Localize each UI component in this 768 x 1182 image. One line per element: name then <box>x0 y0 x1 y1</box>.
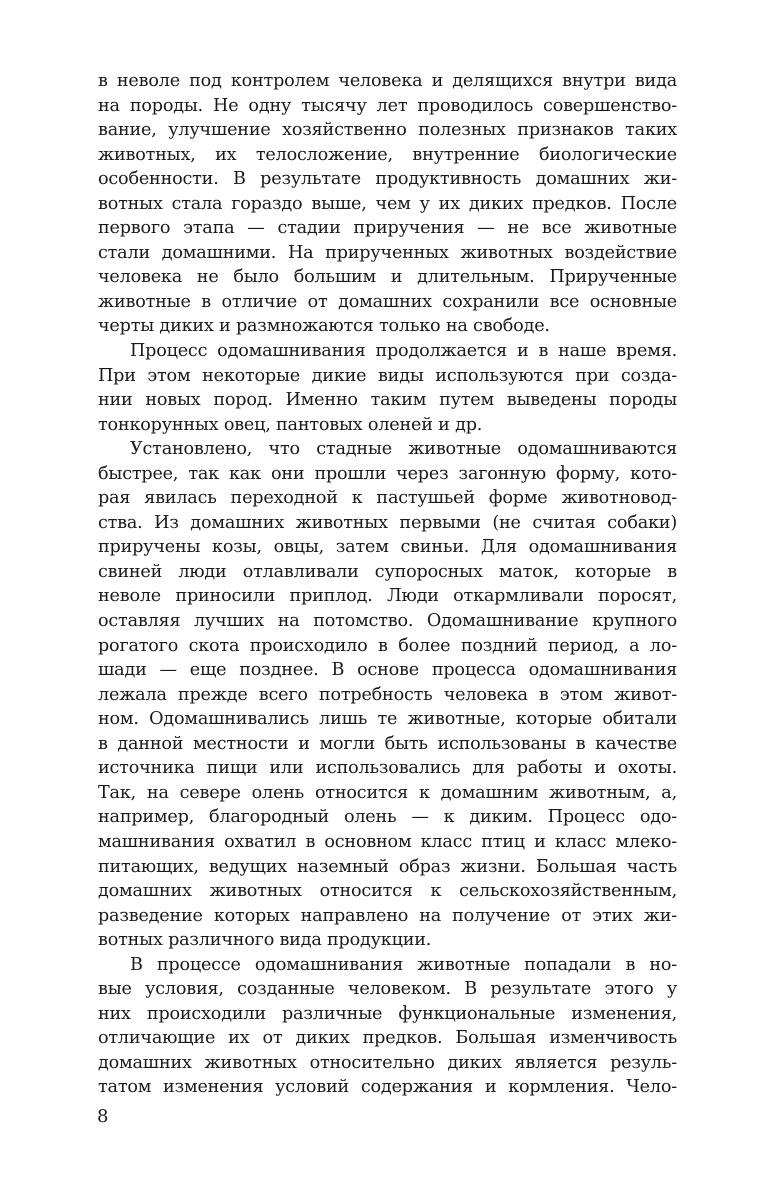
text-line: вание, улучшение хозяйственно полезных признаков таких <box>98 120 677 141</box>
text-line: стали домашними. На прирученных животных воздействие <box>98 242 677 263</box>
text-line: источника пищи или использовались для работы и охоты. <box>98 758 677 779</box>
page-number: 8 <box>97 1106 109 1127</box>
text-line: Процесс одомашнивания продолжается и в наше время. <box>130 341 677 362</box>
paragraph-2 <box>98 339 677 437</box>
text-line: При этом некоторые дикие виды используются при созда- <box>98 365 677 386</box>
text-line: оставляя лучших на потомство. Одомашнивание крупного <box>98 611 677 632</box>
text-line: рогатого скота происходило в более поздний период, а ло- <box>98 635 677 656</box>
text-line: Установлено, что стадные животные одомашниваются <box>130 439 677 460</box>
text-line: человека не было большим и длительным. Прирученные <box>98 267 677 288</box>
text-line: отличающие их от диких предков. Большая изменчивость <box>98 1028 677 1049</box>
text-line: домашних животных относится к сельскохозяйственным, <box>98 881 677 902</box>
text-line: в неволе под контролем человека и делящихся внутри вида <box>98 71 677 91</box>
text-line: них происходили различные функциональные изменения, <box>98 1003 677 1024</box>
paragraph-3 <box>98 437 677 952</box>
paragraph-1 <box>98 69 677 339</box>
text-line: тонкорунных овец, пантовых оленей и др. <box>98 414 483 435</box>
text-line: рая явилась переходной к пастушьей форме животновод- <box>98 488 677 509</box>
text-line: шади — еще позднее. В основе процесса одомашнивания <box>98 660 677 681</box>
text-line: ства. Из домашних животных первыми (не считая собаки) <box>98 512 677 533</box>
text-line: вые условия, созданные человеком. В результате этого у <box>98 979 677 1000</box>
text-line: нии новых пород. Именно таким путем выведены породы <box>98 390 677 411</box>
text-line: машнивания охватил в основном класс птиц и класс млеко- <box>98 831 677 852</box>
text-line: на породы. Не одну тысячу лет проводилось совершенство- <box>98 95 677 116</box>
text-line: приручены козы, овцы, затем свиньи. Для одомашнивания <box>98 537 677 558</box>
text-line: первого этапа — стадии приручения — не все животные <box>98 218 677 239</box>
paragraph-4 <box>98 953 677 1100</box>
text-line: домашних животных относительно диких является резуль- <box>98 1052 677 1073</box>
text-line: свиней люди отлавливали супоросных маток, которые в <box>98 561 677 582</box>
text-line: в данной местности и могли быть использованы в качестве <box>98 733 677 754</box>
text-line: питающих, ведущих наземный образ жизни. Большая часть <box>98 856 677 877</box>
text-line: например, благородный олень — к диким. Процесс одо- <box>98 807 677 828</box>
text-line: черты диких и размножаются только на свободе. <box>98 316 550 337</box>
text-line: быстрее, так как они прошли через загонную форму, кото- <box>98 463 677 484</box>
text-line: ном. Одомашнивались лишь те животные, которые обитали <box>98 709 677 730</box>
text-line: татом изменения условий содержания и кормления. Чело- <box>98 1077 677 1098</box>
text-line: животные в отличие от домашних сохранили все основные <box>98 291 677 312</box>
text-line: особенности. В результате продуктивность домашних жи- <box>98 169 677 190</box>
body-text <box>98 69 677 1100</box>
text-line: разведение которых направлено на получение от этих жи- <box>98 905 677 926</box>
text-line: В процессе одомашнивания животные попадали в но- <box>130 954 677 975</box>
text-line: лежала прежде всего потребность человека в этом живот- <box>98 684 677 705</box>
text-line: неволе приносили приплод. Люди откармливали поросят, <box>98 586 677 607</box>
text-line: вотных различного вида продукции. <box>98 930 432 951</box>
text-line: Так, на севере олень относится к домашним животным, а, <box>98 782 677 803</box>
text-line: животных, их телосложение, внутренние биологические <box>98 144 677 165</box>
text-line: вотных стала гораздо выше, чем у их диких предков. После <box>98 193 677 214</box>
